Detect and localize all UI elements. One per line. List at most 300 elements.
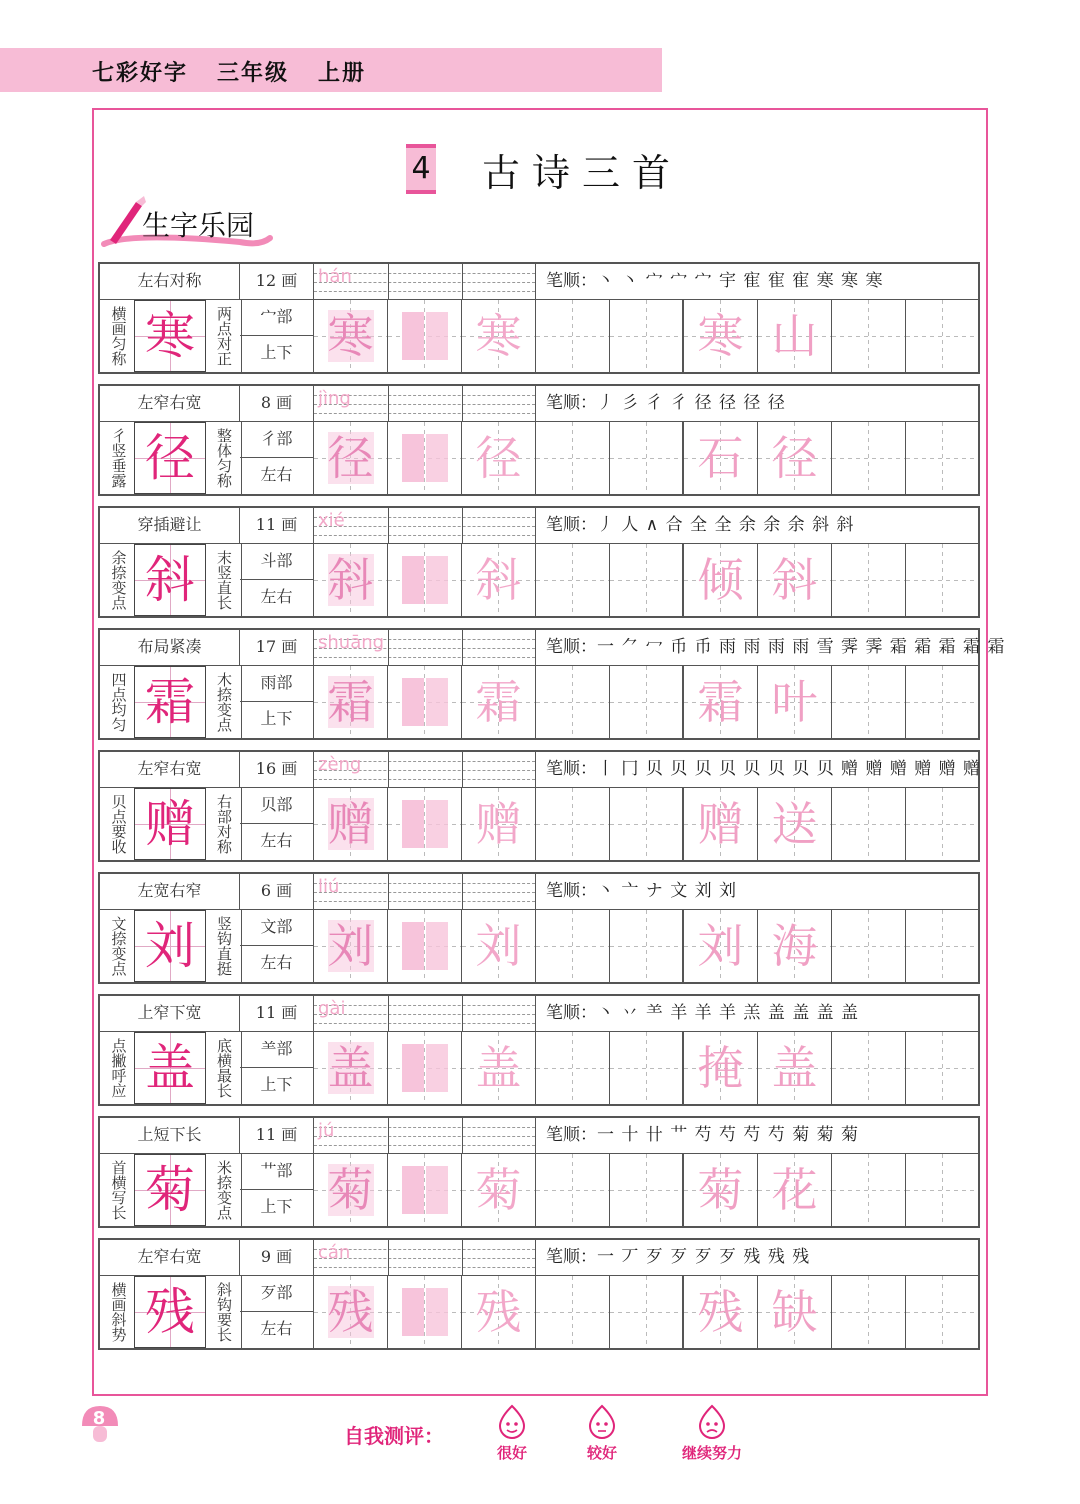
main-character-box (134, 666, 206, 738)
main-character: 寒 (145, 307, 195, 365)
stroke-count: 11 画 (240, 1118, 314, 1154)
trace-character: 残 (327, 1285, 374, 1339)
practice-cell[interactable] (314, 666, 388, 738)
practice-cell[interactable] (906, 300, 978, 372)
practice-cell[interactable] (314, 1154, 388, 1226)
outline-character: 菊 (475, 1163, 522, 1217)
structure-label: 左窄右宽 (100, 386, 240, 422)
outline-character: 盖 (475, 1041, 522, 1095)
practice-cell[interactable] (610, 910, 684, 982)
layout-type: 左右 (240, 1312, 314, 1348)
pinyin: liú (318, 876, 340, 897)
writing-tip-left: 贝点要收 (109, 794, 128, 854)
trace-character: 霜 (327, 675, 374, 729)
stroke-order (536, 1118, 978, 1154)
writing-tip-left: 彳竖垂露 (109, 428, 128, 488)
word-character: 送 (771, 797, 818, 851)
practice-cell[interactable] (684, 300, 758, 372)
self-eval-label: 自我测评： (344, 1424, 444, 1448)
main-character-box (134, 300, 206, 372)
pinyin-line (314, 1014, 535, 1015)
writing-tip-right: 木捺变点 (206, 666, 242, 738)
word-character: 刘 (697, 919, 744, 973)
word-character: 霜 (697, 675, 744, 729)
practice-cell[interactable] (906, 422, 978, 494)
practice-cell[interactable] (758, 544, 832, 616)
writing-tip-right: 底横最长 (206, 1032, 242, 1104)
structure-block (426, 1044, 448, 1092)
stroke-order (536, 874, 978, 910)
pinyin-line (314, 535, 535, 536)
practice-cell[interactable] (462, 788, 536, 860)
stroke-order-sequence: 丨 冂 贝 贝 贝 贝 贝 贝 贝 贝 赠 赠 赠 赠 赠 赠 (597, 759, 982, 779)
word-character: 残 (697, 1285, 744, 1339)
main-character: 斜 (145, 551, 195, 609)
structure-block (402, 312, 424, 360)
practice-cell[interactable] (388, 1154, 462, 1226)
practice-cell[interactable] (314, 1276, 388, 1348)
practice-cell[interactable] (832, 910, 906, 982)
layout-type: 上下 (240, 702, 314, 738)
main-character: 霜 (145, 673, 195, 731)
pinyin-line (314, 883, 535, 884)
practice-cell[interactable] (684, 788, 758, 860)
structure-block (402, 678, 424, 726)
pinyin-divider (462, 1240, 463, 1275)
practice-cell[interactable] (758, 422, 832, 494)
pinyin-divider (462, 996, 463, 1031)
word-character: 盖 (771, 1041, 818, 1095)
practice-cell[interactable] (832, 300, 906, 372)
practice-cell[interactable] (462, 910, 536, 982)
practice-cell[interactable] (758, 788, 832, 860)
pinyin-line (314, 1145, 535, 1146)
stroke-order-sequence: 一 丆 歹 歹 歹 歹 残 残 残 (597, 1247, 811, 1267)
word-character: 掩 (697, 1041, 744, 1095)
pinyin-band (314, 996, 536, 1032)
writing-tip-right: 整体匀称 (206, 422, 242, 494)
radical: 斗部 (240, 544, 314, 580)
pinyin-divider (462, 1118, 463, 1153)
pinyin-band (314, 874, 536, 910)
radical: 宀部 (240, 300, 314, 336)
structure-block (426, 922, 448, 970)
word-character: 叶 (771, 675, 818, 729)
main-character-box (134, 1154, 206, 1226)
character-row (98, 750, 980, 862)
pinyin: hán (318, 266, 352, 287)
stroke-order (536, 264, 978, 300)
pinyin-line (314, 526, 535, 527)
practice-cell[interactable] (758, 1154, 832, 1226)
structure-block (426, 434, 448, 482)
section-title: 生字乐园 (142, 209, 255, 242)
writing-tip-right: 两点对正 (206, 300, 242, 372)
pinyin-band (314, 630, 536, 666)
writing-tip-left: 余捺变点 (109, 550, 128, 610)
radical: ⺷部 (240, 1032, 314, 1068)
radical: 雨部 (240, 666, 314, 702)
pinyin-divider (388, 508, 389, 543)
practice-cell[interactable] (462, 544, 536, 616)
structure-block (402, 556, 424, 604)
practice-cell[interactable] (314, 788, 388, 860)
layout-type: 左右 (240, 946, 314, 982)
stroke-order-sequence: 丶 丷 ⺷ 羊 羊 羊 羔 盖 盖 盖 盖 (597, 1003, 860, 1023)
practice-cell[interactable] (684, 544, 758, 616)
layout-type: 上下 (240, 1190, 314, 1226)
pinyin-line (314, 413, 535, 414)
radical: 贝部 (240, 788, 314, 824)
trace-character: 寒 (327, 309, 374, 363)
practice-cell[interactable] (536, 1276, 610, 1348)
stroke-count: 11 画 (240, 996, 314, 1032)
practice-cell[interactable] (536, 788, 610, 860)
stroke-count: 12 画 (240, 264, 314, 300)
trace-character: 菊 (327, 1163, 374, 1217)
practice-cell[interactable] (610, 544, 684, 616)
practice-cell[interactable] (536, 910, 610, 982)
writing-tip-right: 斜钩要长 (206, 1276, 242, 1348)
practice-cell[interactable] (536, 666, 610, 738)
pinyin-line (314, 779, 535, 780)
main-character-box (134, 544, 206, 616)
outline-character: 寒 (475, 309, 522, 363)
stroke-order (536, 630, 1006, 666)
outline-character: 赠 (475, 797, 522, 851)
practice-cell[interactable] (536, 300, 610, 372)
sad-face-icon (694, 1404, 730, 1440)
pinyin-divider (462, 264, 463, 299)
main-character: 菊 (145, 1161, 195, 1219)
main-character-box (134, 1276, 206, 1348)
main-character: 盖 (145, 1039, 195, 1097)
structure-label: 上窄下宽 (100, 996, 240, 1032)
practice-cell[interactable] (314, 1032, 388, 1104)
practice-cell[interactable] (684, 1276, 758, 1348)
structure-block (402, 1044, 424, 1092)
writing-tip-left: 四点均匀 (109, 672, 128, 732)
pinyin: shuāng (318, 632, 385, 653)
outline-character: 残 (475, 1285, 522, 1339)
layout-type: 上下 (240, 1068, 314, 1104)
pinyin-divider (388, 630, 389, 665)
book-title: 七彩好字 三年级 上册 (92, 61, 366, 86)
outline-character: 霜 (475, 675, 522, 729)
stroke-order-sequence: 丶 丶 宀 宀 宀 宇 寉 寉 寉 寒 寒 寒 (597, 271, 884, 291)
writing-tip-right: 米捺变点 (206, 1154, 242, 1226)
pinyin-divider (462, 630, 463, 665)
structure-label: 穿插避让 (100, 508, 240, 544)
stroke-order-prefix: 笔顺： (546, 759, 597, 779)
stroke-order-prefix: 笔顺： (546, 1247, 597, 1267)
practice-cell[interactable] (314, 422, 388, 494)
word-character: 赠 (697, 797, 744, 851)
pinyin-band (314, 1240, 536, 1276)
practice-cell[interactable] (314, 300, 388, 372)
pinyin-divider (462, 752, 463, 787)
practice-cell[interactable] (462, 1032, 536, 1104)
word-character: 径 (771, 431, 818, 485)
practice-cell[interactable] (610, 300, 684, 372)
practice-cell[interactable] (906, 666, 978, 738)
practice-cell[interactable] (536, 422, 610, 494)
character-row (98, 262, 980, 374)
main-character-box (134, 788, 206, 860)
rating-very-good[interactable] (472, 1404, 552, 1463)
smile-face-icon (494, 1404, 530, 1440)
writing-tip-left: 文捺变点 (109, 916, 128, 976)
radical: 彳部 (240, 422, 314, 458)
outline-character: 斜 (475, 553, 522, 607)
practice-cell[interactable] (906, 544, 978, 616)
pinyin-line (314, 291, 535, 292)
practice-cell[interactable] (832, 788, 906, 860)
practice-cell[interactable] (388, 1032, 462, 1104)
main-character: 刘 (145, 917, 195, 975)
practice-cell[interactable] (388, 1276, 462, 1348)
practice-cell[interactable] (462, 300, 536, 372)
pinyin: jìng (318, 388, 351, 409)
practice-cell[interactable] (832, 544, 906, 616)
practice-cell[interactable] (906, 788, 978, 860)
practice-cell[interactable] (832, 1154, 906, 1226)
practice-cell[interactable] (610, 422, 684, 494)
pinyin-band (314, 752, 536, 788)
practice-cell[interactable] (906, 1032, 978, 1104)
pinyin: gài (318, 998, 346, 1019)
stroke-order-sequence: 丶 亠 ナ 文 刘 刘 (597, 881, 738, 901)
pinyin-line (314, 1023, 535, 1024)
practice-cell[interactable] (314, 910, 388, 982)
structure-block (426, 1166, 448, 1214)
pinyin-line (314, 1267, 535, 1268)
practice-cell[interactable] (314, 544, 388, 616)
structure-block (402, 1166, 424, 1214)
stroke-order-sequence: 丿 彡 彳 彳 径 径 径 径 (597, 393, 786, 413)
stroke-count: 9 画 (240, 1240, 314, 1276)
stroke-order (536, 752, 982, 788)
practice-cell[interactable] (536, 1032, 610, 1104)
practice-cell[interactable] (462, 1154, 536, 1226)
structure-label: 左右对称 (100, 264, 240, 300)
practice-cell[interactable] (462, 1276, 536, 1348)
main-character: 赠 (145, 795, 195, 853)
trace-character: 径 (327, 431, 374, 485)
structure-label: 左窄右宽 (100, 1240, 240, 1276)
practice-cell[interactable] (758, 666, 832, 738)
stroke-order (536, 1240, 978, 1276)
structure-label: 上短下长 (100, 1118, 240, 1154)
pinyin-line (314, 892, 535, 893)
pinyin-line (314, 517, 535, 518)
stroke-count: 16 画 (240, 752, 314, 788)
practice-cell[interactable] (536, 1154, 610, 1226)
structure-block (426, 800, 448, 848)
stroke-order-prefix: 笔顺： (546, 393, 597, 413)
practice-cell[interactable] (388, 300, 462, 372)
practice-cell[interactable] (906, 1154, 978, 1226)
character-row (98, 1238, 980, 1350)
practice-cell[interactable] (906, 1276, 978, 1348)
trace-character: 盖 (327, 1041, 374, 1095)
structure-label: 左窄右宽 (100, 752, 240, 788)
layout-type: 左右 (240, 824, 314, 860)
structure-block (402, 922, 424, 970)
pinyin-line (314, 657, 535, 658)
pinyin-band (314, 264, 536, 300)
pinyin-divider (388, 264, 389, 299)
writing-tip-left: 首横写长 (109, 1160, 128, 1220)
practice-cell[interactable] (388, 544, 462, 616)
trace-character: 刘 (327, 919, 374, 973)
radical: 艹部 (240, 1154, 314, 1190)
practice-cell[interactable] (610, 666, 684, 738)
stroke-order (536, 508, 978, 544)
practice-cell[interactable] (832, 1276, 906, 1348)
practice-cell[interactable] (536, 544, 610, 616)
practice-cell[interactable] (610, 1032, 684, 1104)
structure-block (402, 434, 424, 482)
practice-cell[interactable] (758, 1032, 832, 1104)
lesson-number: 4 (406, 144, 436, 194)
pinyin-line (314, 901, 535, 902)
word-character: 缺 (771, 1285, 818, 1339)
character-row (98, 628, 1006, 740)
structure-block (402, 800, 424, 848)
stroke-count: 17 画 (240, 630, 314, 666)
main-character-box (134, 1032, 206, 1104)
stroke-order (536, 386, 978, 422)
practice-cell[interactable] (906, 910, 978, 982)
word-character: 石 (697, 431, 744, 485)
layout-type: 上下 (240, 336, 314, 372)
practice-cell[interactable] (684, 910, 758, 982)
writing-tip-left: 点撇呼应 (109, 1038, 128, 1098)
pinyin-divider (388, 752, 389, 787)
stroke-order-prefix: 笔顺： (546, 637, 597, 657)
pinyin-line (314, 1127, 535, 1128)
radical: 文部 (240, 910, 314, 946)
structure-label: 左宽右窄 (100, 874, 240, 910)
stroke-order-prefix: 笔顺： (546, 881, 597, 901)
layout-type: 左右 (240, 580, 314, 616)
writing-tip-left: 横画匀称 (109, 306, 128, 366)
main-character-box (134, 422, 206, 494)
stroke-order-prefix: 笔顺： (546, 1003, 597, 1023)
stroke-order-prefix: 笔顺： (546, 1125, 597, 1145)
pinyin-line (314, 1136, 535, 1137)
rating-keep-trying[interactable] (662, 1404, 762, 1463)
character-row (98, 872, 980, 984)
character-row (98, 1116, 980, 1228)
writing-tip-right: 右部对称 (206, 788, 242, 860)
stroke-order-sequence: 丿 人 ∧ 合 全 全 余 余 余 斜 斜 (597, 515, 855, 535)
pinyin: zèng (318, 754, 362, 775)
practice-cell[interactable] (758, 910, 832, 982)
word-character: 寒 (697, 309, 744, 363)
word-character: 山 (771, 309, 818, 363)
pinyin: xié (318, 510, 345, 531)
word-character: 海 (771, 919, 818, 973)
structure-block (402, 1288, 424, 1336)
practice-cell[interactable] (462, 422, 536, 494)
outline-character: 刘 (475, 919, 522, 973)
pinyin-divider (462, 386, 463, 421)
practice-cell[interactable] (684, 666, 758, 738)
pinyin-divider (462, 874, 463, 909)
pinyin-divider (388, 996, 389, 1031)
character-row (98, 506, 980, 618)
writing-tip-left: 横画斜势 (109, 1282, 128, 1342)
character-row (98, 994, 980, 1106)
practice-cell[interactable] (758, 300, 832, 372)
radical: 歹部 (240, 1276, 314, 1312)
practice-cell[interactable] (684, 1032, 758, 1104)
stroke-count: 11 画 (240, 508, 314, 544)
rating-label: 很好 (496, 1444, 527, 1462)
rating-label: 较好 (586, 1444, 617, 1462)
pinyin-divider (388, 1118, 389, 1153)
character-row (98, 384, 980, 496)
practice-cell[interactable] (684, 422, 758, 494)
practice-cell[interactable] (832, 422, 906, 494)
layout-type: 左右 (240, 458, 314, 494)
practice-cell[interactable] (610, 788, 684, 860)
structure-block (426, 312, 448, 360)
trace-character: 斜 (327, 553, 374, 607)
practice-cell[interactable] (684, 1154, 758, 1226)
lesson-title: 古诗三首 (482, 151, 683, 195)
practice-cell[interactable] (610, 1276, 684, 1348)
practice-cell[interactable] (758, 1276, 832, 1348)
main-character-box (134, 910, 206, 982)
practice-cell[interactable] (832, 1032, 906, 1104)
stroke-count: 6 画 (240, 874, 314, 910)
practice-cell[interactable] (388, 910, 462, 982)
practice-cell[interactable] (832, 666, 906, 738)
page-number: 8 (92, 1408, 106, 1429)
practice-cell[interactable] (388, 422, 462, 494)
rating-label: 继续努力 (681, 1444, 742, 1462)
practice-cell[interactable] (388, 666, 462, 738)
stroke-order-prefix: 笔顺： (546, 271, 597, 291)
pinyin: jú (318, 1120, 335, 1141)
writing-tip-right: 竖钩直挺 (206, 910, 242, 982)
practice-cell[interactable] (462, 666, 536, 738)
stroke-order-sequence: 一 ⺈ 冖 币 币 雨 雨 雨 雨 雪 霁 霁 霜 霜 霜 霜 霜 (597, 637, 1006, 657)
main-character: 残 (145, 1283, 195, 1341)
word-character: 花 (771, 1163, 818, 1217)
structure-block (426, 678, 448, 726)
structure-label: 布局紧凑 (100, 630, 240, 666)
word-character: 菊 (697, 1163, 744, 1217)
rating-good[interactable] (562, 1404, 642, 1463)
pinyin-line (314, 1005, 535, 1006)
word-character: 斜 (771, 553, 818, 607)
stroke-order (536, 996, 978, 1032)
writing-tip-right: 末竖直长 (206, 544, 242, 616)
pinyin: cán (318, 1242, 351, 1263)
calm-face-icon (584, 1404, 620, 1440)
pinyin-band (314, 508, 536, 544)
practice-cell[interactable] (388, 788, 462, 860)
stroke-order-sequence: 一 十 卄 艹 芍 芍 芍 芍 菊 菊 菊 (597, 1125, 860, 1145)
pinyin-divider (462, 508, 463, 543)
practice-cell[interactable] (610, 1154, 684, 1226)
pinyin-divider (388, 386, 389, 421)
outline-character: 径 (475, 431, 522, 485)
